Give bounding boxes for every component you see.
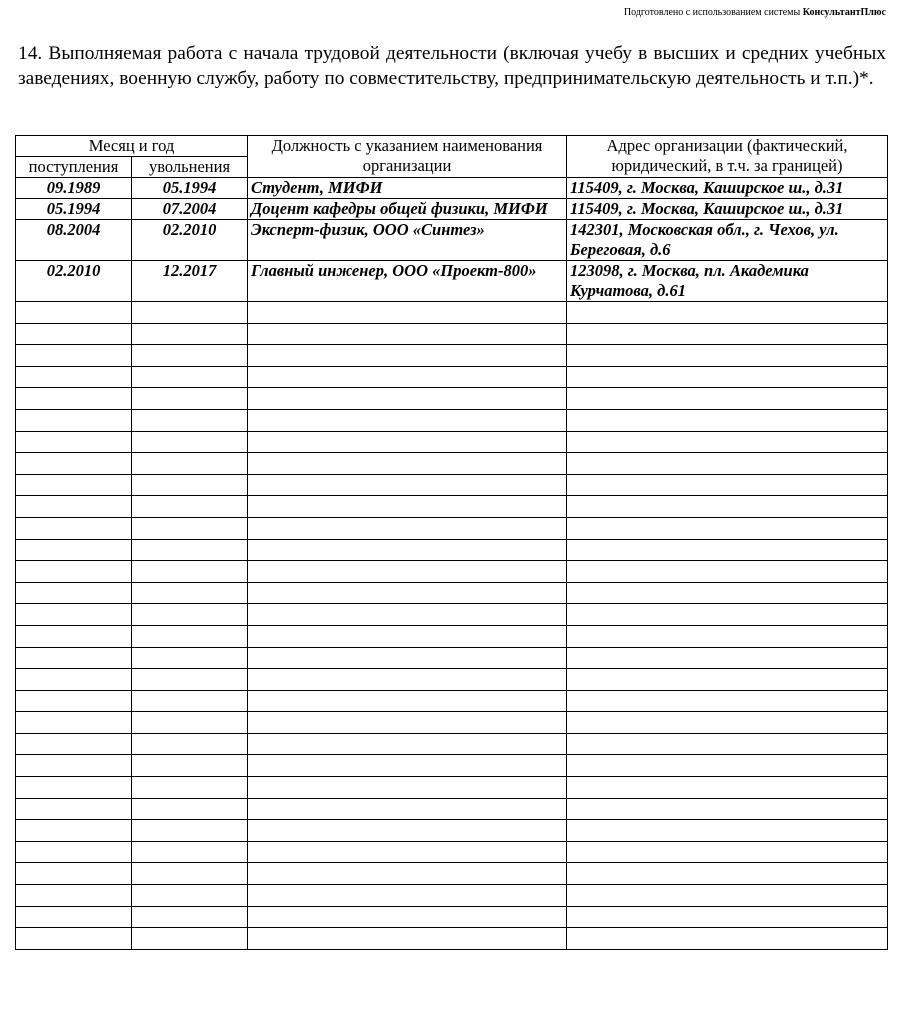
- empty-table-row: [16, 777, 888, 799]
- empty-cell: [16, 712, 132, 734]
- empty-cell: [16, 453, 132, 475]
- empty-cell: [567, 474, 888, 496]
- empty-cell: [132, 345, 248, 367]
- empty-cell: [567, 604, 888, 626]
- empty-cell: [16, 669, 132, 691]
- empty-table-row: [16, 561, 888, 583]
- empty-table-row: [16, 496, 888, 518]
- empty-cell: [248, 517, 567, 539]
- empty-cell: [16, 345, 132, 367]
- empty-cell: [132, 820, 248, 842]
- empty-cell: [16, 388, 132, 410]
- empty-cell: [248, 820, 567, 842]
- empty-cell: [567, 690, 888, 712]
- empty-cell: [248, 388, 567, 410]
- empty-cell: [132, 474, 248, 496]
- empty-cell: [16, 604, 132, 626]
- empty-cell: [16, 777, 132, 799]
- empty-cell: [132, 647, 248, 669]
- empty-cell: [16, 517, 132, 539]
- header-end: увольнения: [132, 157, 248, 178]
- empty-cell: [248, 669, 567, 691]
- empty-cell: [567, 777, 888, 799]
- empty-cell: [567, 669, 888, 691]
- empty-cell: [16, 863, 132, 885]
- address-cell: 123098, г. Москва, пл. Академика Курчатова, д.61: [567, 261, 888, 302]
- empty-cell: [567, 928, 888, 950]
- empty-cell: [567, 539, 888, 561]
- table-row: [16, 178, 888, 199]
- empty-cell: [132, 517, 248, 539]
- empty-cell: [16, 885, 132, 907]
- empty-cell: [248, 496, 567, 518]
- empty-cell: [132, 388, 248, 410]
- empty-cell: [567, 625, 888, 647]
- empty-cell: [567, 561, 888, 583]
- position-cell: Доцент кафедры общей физики, МИФИ: [248, 199, 567, 220]
- empty-cell: [132, 431, 248, 453]
- empty-cell: [16, 302, 132, 324]
- empty-table-row: [16, 647, 888, 669]
- empty-cell: [132, 366, 248, 388]
- empty-cell: [248, 733, 567, 755]
- empty-table-row: [16, 302, 888, 324]
- empty-cell: [248, 755, 567, 777]
- empty-cell: [132, 539, 248, 561]
- empty-cell: [248, 841, 567, 863]
- empty-cell: [16, 409, 132, 431]
- empty-cell: [16, 906, 132, 928]
- end-date-cell: 12.2017: [132, 261, 248, 302]
- empty-cell: [567, 388, 888, 410]
- empty-cell: [132, 755, 248, 777]
- empty-cell: [16, 928, 132, 950]
- empty-cell: [132, 604, 248, 626]
- empty-cell: [248, 604, 567, 626]
- start-date-cell: 08.2004: [16, 220, 132, 261]
- empty-cell: [567, 906, 888, 928]
- empty-cell: [248, 582, 567, 604]
- empty-table-row: [16, 885, 888, 907]
- empty-cell: [567, 431, 888, 453]
- empty-table-row: [16, 712, 888, 734]
- empty-cell: [248, 366, 567, 388]
- empty-cell: [16, 841, 132, 863]
- empty-cell: [248, 474, 567, 496]
- empty-table-row: [16, 539, 888, 561]
- empty-cell: [16, 733, 132, 755]
- end-date-cell: 07.2004: [132, 199, 248, 220]
- empty-cell: [567, 345, 888, 367]
- empty-cell: [132, 841, 248, 863]
- empty-table-row: [16, 690, 888, 712]
- empty-table-row: [16, 906, 888, 928]
- empty-cell: [16, 820, 132, 842]
- start-date-cell: 09.1989: [16, 178, 132, 199]
- empty-cell: [132, 798, 248, 820]
- empty-cell: [567, 453, 888, 475]
- empty-cell: [16, 647, 132, 669]
- empty-cell: [132, 669, 248, 691]
- header-address: Адрес организации (фактический, юридический, в т.ч. за границей): [567, 136, 888, 178]
- empty-cell: [567, 841, 888, 863]
- header-position: Должность с указанием наименования организации: [248, 136, 567, 178]
- empty-cell: [248, 777, 567, 799]
- empty-cell: [132, 453, 248, 475]
- work-history-table: [15, 135, 888, 950]
- empty-cell: [567, 496, 888, 518]
- note-brand: КонсультантПлюс: [802, 7, 886, 18]
- position-cell: Главный инженер, ООО «Проект-800»: [248, 261, 567, 302]
- empty-cell: [248, 647, 567, 669]
- empty-table-row: [16, 841, 888, 863]
- empty-cell: [567, 409, 888, 431]
- empty-cell: [248, 625, 567, 647]
- empty-cell: [16, 798, 132, 820]
- empty-cell: [248, 712, 567, 734]
- empty-table-row: [16, 755, 888, 777]
- empty-table-row: [16, 625, 888, 647]
- empty-cell: [567, 712, 888, 734]
- empty-cell: [132, 625, 248, 647]
- address-cell: 142301, Московская обл., г. Чехов, ул. Береговая, д.6: [567, 220, 888, 261]
- empty-cell: [16, 539, 132, 561]
- empty-cell: [248, 928, 567, 950]
- empty-cell: [16, 582, 132, 604]
- end-date-cell: 02.2010: [132, 220, 248, 261]
- empty-cell: [132, 777, 248, 799]
- empty-table-row: [16, 820, 888, 842]
- empty-cell: [248, 302, 567, 324]
- empty-cell: [16, 366, 132, 388]
- empty-cell: [567, 755, 888, 777]
- empty-cell: [16, 496, 132, 518]
- table-row: [16, 199, 888, 220]
- empty-cell: [132, 863, 248, 885]
- empty-table-row: [16, 798, 888, 820]
- position-cell: Студент, МИФИ: [248, 178, 567, 199]
- header-start: поступления: [16, 157, 132, 178]
- empty-cell: [248, 561, 567, 583]
- empty-cell: [567, 366, 888, 388]
- empty-cell: [567, 647, 888, 669]
- empty-cell: [16, 561, 132, 583]
- table-header-row-1: [16, 136, 888, 157]
- section-14-heading: 14. Выполняемая работа с начала трудовой деятельности (включая учебу в высших и средних учебных заведениях, военную службу, работу по совместительству, предпринимательскую деятельность и т.п.)*.: [18, 43, 886, 89]
- start-date-cell: 05.1994: [16, 199, 132, 220]
- empty-table-row: [16, 928, 888, 950]
- empty-cell: [132, 561, 248, 583]
- empty-cell: [132, 928, 248, 950]
- empty-cell: [248, 690, 567, 712]
- empty-cell: [132, 496, 248, 518]
- empty-cell: [567, 798, 888, 820]
- empty-cell: [16, 690, 132, 712]
- header-month-year: Месяц и год: [16, 136, 248, 157]
- empty-table-row: [16, 366, 888, 388]
- empty-cell: [16, 474, 132, 496]
- empty-table-row: [16, 517, 888, 539]
- empty-cell: [132, 409, 248, 431]
- empty-cell: [248, 409, 567, 431]
- consultant-plus-note: [624, 7, 886, 18]
- empty-cell: [248, 345, 567, 367]
- empty-cell: [248, 906, 567, 928]
- empty-cell: [16, 755, 132, 777]
- empty-cell: [248, 431, 567, 453]
- empty-table-row: [16, 409, 888, 431]
- table-row: [16, 220, 888, 261]
- empty-table-row: [16, 604, 888, 626]
- empty-table-row: [16, 474, 888, 496]
- empty-table-row: [16, 323, 888, 345]
- end-date-cell: 05.1994: [132, 178, 248, 199]
- empty-table-row: [16, 582, 888, 604]
- empty-cell: [248, 453, 567, 475]
- empty-cell: [567, 323, 888, 345]
- empty-table-row: [16, 388, 888, 410]
- empty-cell: [567, 885, 888, 907]
- empty-cell: [132, 712, 248, 734]
- empty-cell: [567, 863, 888, 885]
- empty-cell: [132, 690, 248, 712]
- empty-cell: [16, 323, 132, 345]
- empty-table-row: [16, 345, 888, 367]
- note-prefix: Подготовлено с использованием системы: [623, 7, 801, 18]
- empty-cell: [248, 323, 567, 345]
- empty-cell: [248, 863, 567, 885]
- position-cell: Эксперт-физик, ООО «Синтез»: [248, 220, 567, 261]
- empty-cell: [567, 582, 888, 604]
- empty-table-row: [16, 733, 888, 755]
- empty-cell: [16, 431, 132, 453]
- empty-cell: [248, 798, 567, 820]
- empty-cell: [248, 539, 567, 561]
- empty-cell: [567, 517, 888, 539]
- start-date-cell: 02.2010: [16, 261, 132, 302]
- empty-cell: [16, 625, 132, 647]
- address-cell: 115409, г. Москва, Каширское ш., д.31: [567, 178, 888, 199]
- empty-cell: [567, 302, 888, 324]
- empty-table-row: [16, 453, 888, 475]
- table-body: [16, 178, 888, 950]
- empty-cell: [248, 885, 567, 907]
- empty-cell: [567, 733, 888, 755]
- table-row: [16, 261, 888, 302]
- empty-table-row: [16, 431, 888, 453]
- empty-cell: [132, 302, 248, 324]
- empty-table-row: [16, 669, 888, 691]
- empty-cell: [132, 733, 248, 755]
- empty-table-row: [16, 863, 888, 885]
- empty-cell: [132, 885, 248, 907]
- empty-cell: [132, 323, 248, 345]
- empty-cell: [132, 582, 248, 604]
- empty-cell: [567, 820, 888, 842]
- empty-cell: [132, 906, 248, 928]
- address-cell: 115409, г. Москва, Каширское ш., д.31: [567, 199, 888, 220]
